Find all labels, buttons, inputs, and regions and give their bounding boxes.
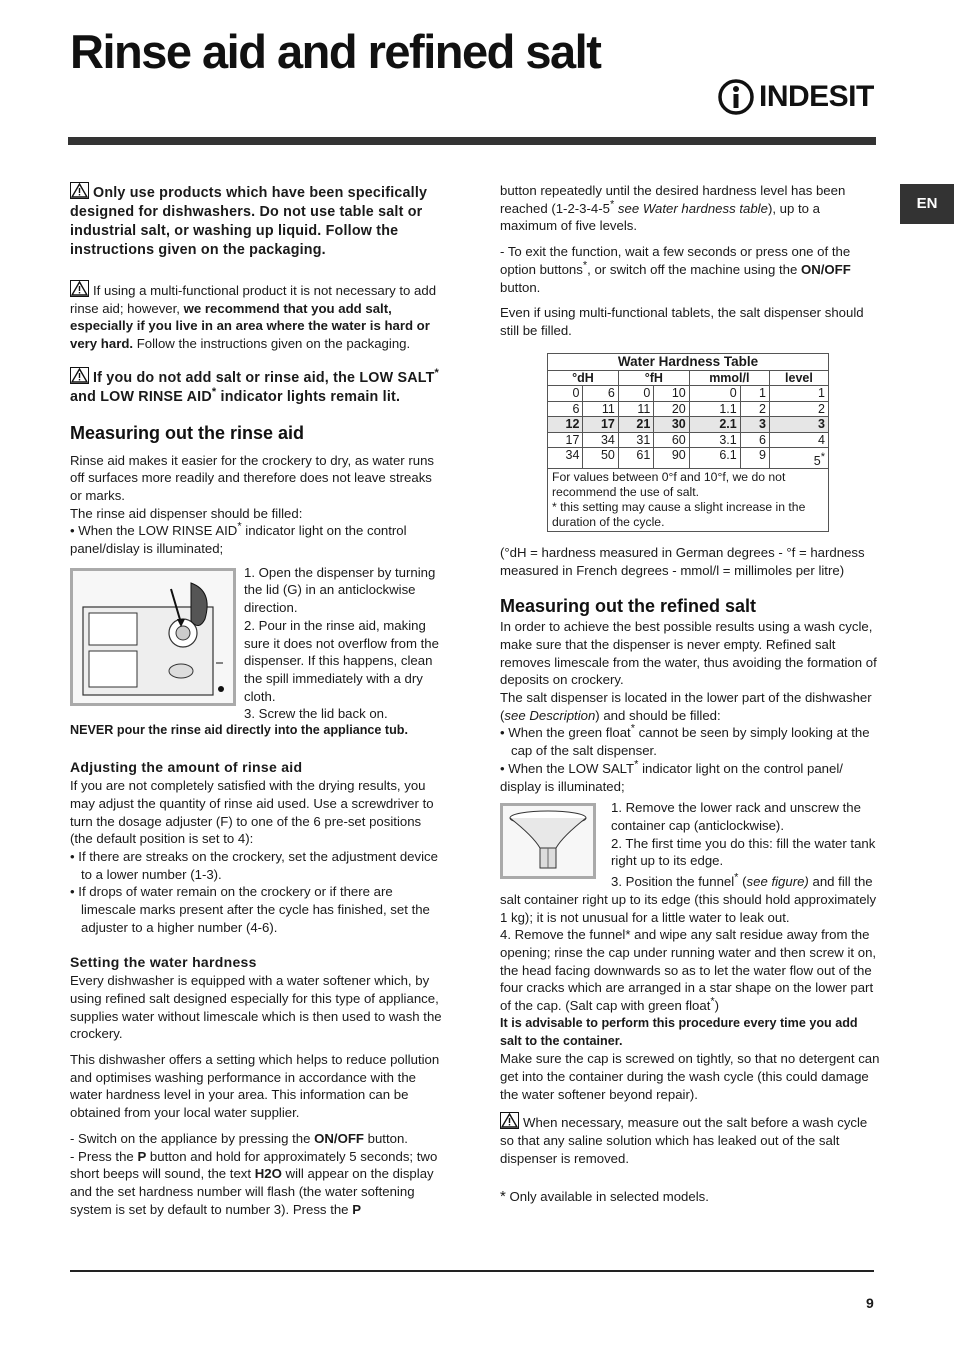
rinse-aid-steps [244, 564, 446, 723]
table-title: Water Hardness Table [548, 353, 829, 370]
left-column [70, 182, 446, 1218]
hardness-legend: (°dH = hardness measured in German degrees - °f = hardness measured in French degrees - mmol/l = millimoles per litre) [500, 545, 865, 578]
salt-step-3: 3. Position the funnel* (see figure) and fill the salt container right up to its edge (this should hold approximately 1 kg); it is not unusual for a little water to leak out. [500, 871, 877, 925]
salt-bullet-float: • When the green float* cannot be seen by simply looking at the cap of the salt dispenser. [500, 723, 870, 759]
salt-bullet-low-salt: • When the LOW SALT* indicator light on the control panel/ display is illuminated; [500, 758, 843, 794]
table-header-fh: °fH [618, 370, 689, 386]
footer-divider [70, 1270, 874, 1272]
salt-steps-right [611, 799, 880, 870]
brand-i-icon [717, 78, 755, 116]
adjust-bullet-1: • If there are streaks on the crockery, set the adjustment device to a lower number (1-3). [70, 848, 438, 882]
page-title: Rinse aid and refined salt [70, 25, 601, 78]
right-column [500, 182, 880, 1205]
warning-icon [500, 1112, 519, 1129]
hardness-step-press-p: - Press the P button and hold for approximately 5 seconds; two short beeps will sound, the text H2O will appear on the display and the set hardness number will flash (the water softening system is set by default to number 3). Press the P [70, 1148, 438, 1217]
adjust-bullet-2: • If drops of water remain on the crockery or if there are limescale marks present after the cycle has finished, set the adjuster to a higher number (4-6). [70, 884, 430, 935]
salt-heading: Measuring out the refined salt [500, 595, 757, 616]
hardness-step-switch-on: - Switch on the appliance by pressing the ON/OFF button. [70, 1130, 408, 1146]
warning-icon [70, 367, 89, 384]
salt-step-4: 4. Remove the funnel* and wipe any salt residue away from the opening; rinse the cap under running water and then screw it on, the head facing downwards so as to let the water flow out of the four cracks which are arranged in a star shape on the lower part of the cap. (Salt cap with green float*) [500, 927, 877, 1014]
table-row: 17 34 31 60 3.1 6 4 [548, 432, 829, 448]
rinse-aid-never: NEVER pour the rinse aid directly into the appliance tub. [70, 722, 408, 737]
warning-products: Only use products which have been specifically designed for dishwashers. Do not use table salt or industrial salt, or washing up liquid. Follow the instructions given on the packaging. [70, 182, 446, 260]
page-number: 9 [866, 1295, 874, 1311]
salt-step-1: 1. Remove the lower rack and unscrew the container cap (anticlockwise). [611, 800, 861, 833]
rinse-aid-dispenser-figure [70, 568, 236, 706]
salt-warning: When necessary, measure out the salt before a wash cycle so that any saline solution which has leaked out of the salt dispenser is removed. [500, 1112, 880, 1167]
hardness-paragraph-2: This dishwasher offers a setting which helps to reduce pollution and optimises washing performance in accordance with the water hardness level in your area. This information can be obtained from your local water supplier. [70, 1051, 440, 1121]
salt-intro: In order to achieve the best possible results using a wash cycle, make sure that the dispenser is never empty. Refined salt removes limescale from the water, thus avoiding the formation of deposits on crockery. [500, 619, 877, 688]
warning-indicator-lights: If you do not add salt or rinse aid, the LOW SALT* and LOW RINSE AID* indicator lights remain lit. [70, 367, 440, 405]
salt-steps-block [500, 799, 880, 873]
language-tab: EN [900, 184, 954, 224]
table-header-mmol: mmol/l [689, 370, 769, 386]
rinse-aid-heading: Measuring out the rinse aid [70, 422, 305, 443]
adjust-paragraph: If you are not completely satisfied with the drying results, you may adjust the quantity of rinse aid used. Use a screwdriver to turn the dosage adjuster (F) to one of the 6 pre-set positions (the default position is set to 4): [70, 778, 434, 847]
adjust-heading: Adjusting the amount of rinse aid [70, 759, 303, 776]
rinse-aid-block [70, 564, 446, 722]
rinse-step-1: 1. Open the dispenser by turning the lid (G) in an anticlockwise direction. [244, 564, 436, 616]
indesit-logo [717, 78, 874, 118]
rinse-step-3: 3. Screw the lid back on. [244, 706, 388, 722]
salt-advise: It is advisable to perform this procedure every time you add salt to the container. [500, 1015, 858, 1048]
multi-tablets-note: Even if using multi-functional tablets, the salt dispenser should still be filled. [500, 305, 864, 338]
hardness-paragraph-1: Every dishwasher is equipped with a water softener which, by using refined salt designed especially for this type of appliance, supplies water without limescale which is then used to wash the crockery. [70, 973, 442, 1042]
table-header-level: level [769, 370, 828, 386]
table-row: 34 50 61 90 6.1 9 5* [548, 448, 829, 469]
rinse-step-2: 2. Pour in the rinse aid, making sure it does not overflow from the dispenser. If this happens, clean the spill immediately with a dry cloth. [244, 617, 439, 704]
water-hardness-table [547, 353, 829, 533]
warning-icon [70, 182, 89, 199]
warning-multifunction: If using a multi-functional product it is not necessary to add rinse aid; however, we recommend that you add salt, especially if you live in an area where the water is hard or very hard. Follow the instructions given on the packaging. [70, 280, 446, 353]
table-row-default: 12 17 21 30 2.1 3 3 [548, 417, 829, 433]
table-row: 0 6 0 10 0 1 1 [548, 386, 829, 402]
table-notes: For values between 0°f and 10°f, we do not recommend the use of salt. * this setting may cause a slight increase in the duration of the cycle. [548, 469, 829, 532]
salt-step-2: 2. The first time you do this: fill the water tank right up to its edge. [611, 835, 876, 869]
rinse-aid-fill: The rinse aid dispenser should be filled: [70, 505, 303, 521]
hardness-heading: Setting the water hardness [70, 954, 257, 971]
salt-location: The salt dispenser is located in the lower part of the dishwasher (see Description) and should be filled: [500, 690, 872, 723]
warning-icon [70, 280, 89, 297]
table-row: 6 11 11 20 1.1 2 2 [548, 401, 829, 417]
footnote: * Only available in selected models. [500, 1187, 709, 1205]
hardness-exit: - To exit the function, wait a few seconds or press one of the option buttons*, or switch off the machine using the ON/OFF button. [500, 244, 851, 295]
table-header-dh: °dH [548, 370, 619, 386]
rinse-aid-intro: Rinse aid makes it easier for the crockery to dry, as water runs off surfaces more readily and therefore does not leave streaks or marks. [70, 452, 435, 503]
salt-cap-note: Make sure the cap is screwed on tightly, so that no detergent can get into the container during the wash cycle (this could damage the water softener beyond repair). [500, 1051, 880, 1102]
rinse-aid-bullet: • When the LOW RINSE AID* indicator light on the control panel/dislay is illuminated; [70, 520, 407, 557]
brand-name: INDESIT [759, 80, 874, 113]
salt-funnel-figure [500, 803, 596, 879]
hardness-continue: button repeatedly until the desired hardness level has been reached (1-2-3-4-5* see Water hardness table), up to a maximum of five levels. [500, 183, 846, 234]
header-divider [68, 137, 876, 145]
